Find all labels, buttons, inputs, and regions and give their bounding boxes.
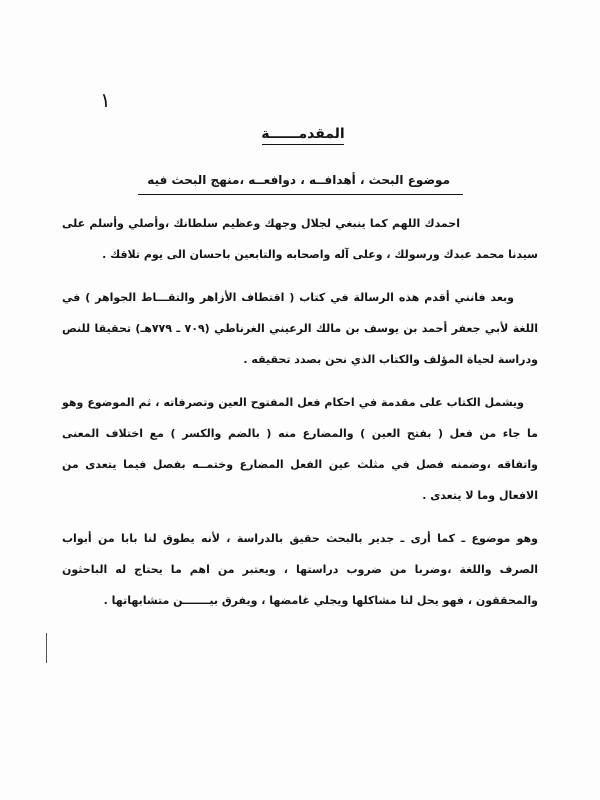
section-title: المقدمــــــة (261, 126, 345, 142)
subtitle-underline (138, 194, 463, 195)
paragraph-book-contents: ويشمل الكتاب على مقدمة في احكام فعل المفتوح العين وتصرفاته ، ثم الموضوع وهو ما جاء من فعل ( بفتح العين ) والمضارع منه ( بالضم والكسر ) مع اختلاف المعنى واتفاقه ،وضمنه فصل في مثلث عين الفعل المضارع وختمــه بفصل فيما يتعدى من الافعال وما لا يتعدى . (62, 396, 538, 502)
body-text (62, 208, 538, 628)
margin-pen-mark (46, 633, 47, 663)
paragraph-opening-prayer: احمدك اللهم كما ينبغي لجلال وجهك وعظيم سلطانك ،وأصلي وأسلم على سيدنا محمد عبدك ورسولك ، وعلى آله واصحابه والتابعين باحسان الى يوم تلاقك . (62, 217, 538, 261)
paragraph-topic-importance: وهو موضوع ـ كما أرى ـ جدير بالبحث حقيق بالدراسة ، لأنه يطوق لنا بابا من أبواب الصرف واللغة ،وضربا من ضروب دراستها ، ويعتبر من اهم ما يحتاج له الباحثون والمحققون ، فهو يحل لنا مشاكلها ويجلي غامضها ، ويفرق بيـــــــن متشابهاتها . (62, 532, 538, 607)
title-underline (262, 144, 344, 145)
page-number: ١ (100, 88, 111, 112)
paragraph-thesis-subject: وبعد فانني أقدم هذه الرسالة في كتاب ( اقتطاف الأزاهر والتقـــاط الجواهر ) في اللغة لأبي جعفر أحمد بن يوسف بن مالك الرعيني الغرناطي (٧٠٩ ـ ٧٧٩هـ) تحقيقا للنص ودراسة لحياة المؤلف والكتاب الذي نحن بصدد تحقيقه . (62, 291, 538, 366)
section-subtitle: موضوع البحث ، أهدافــه ، دوافعــه ،منهج البحث فيه (147, 173, 450, 187)
